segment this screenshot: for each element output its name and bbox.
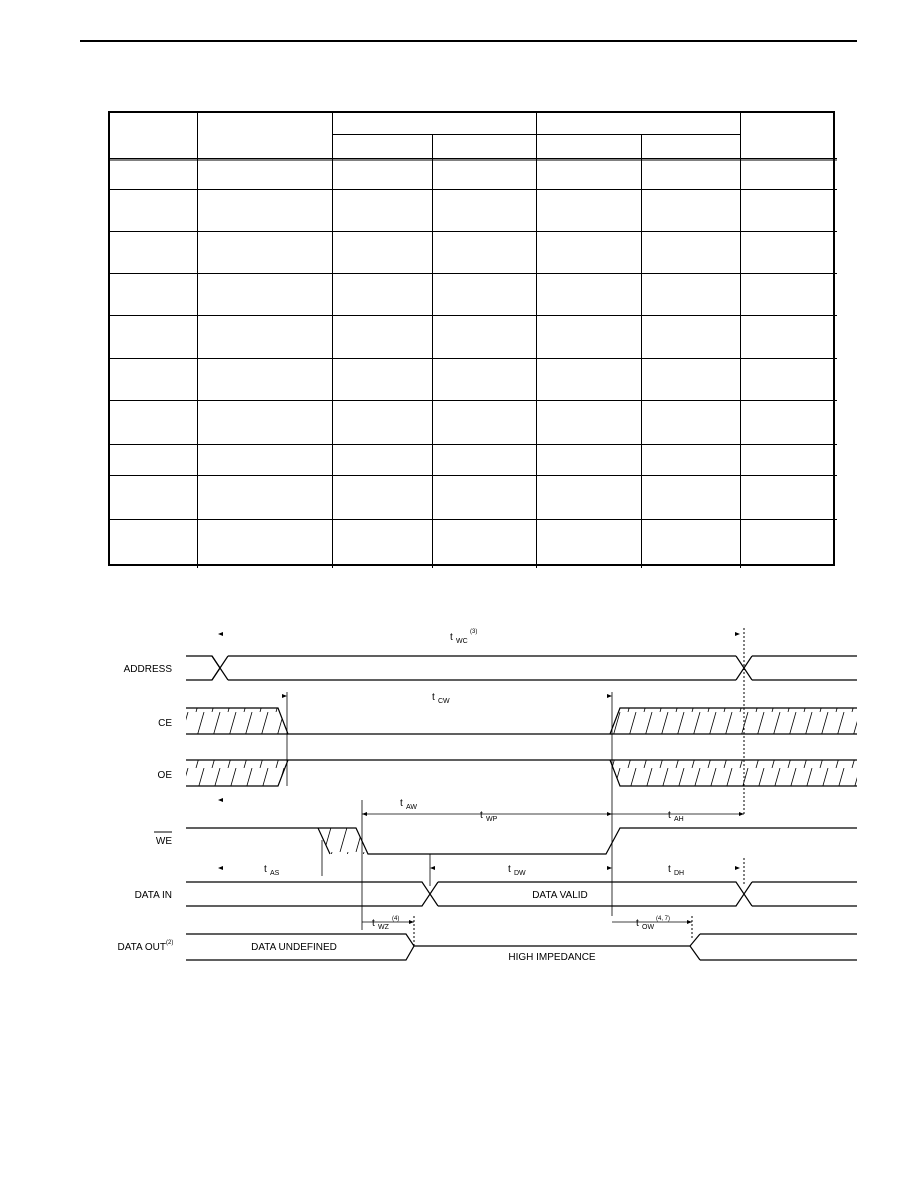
svg-text:WP: WP bbox=[486, 816, 498, 823]
param-tdh bbox=[668, 864, 684, 877]
svg-text:AH: AH bbox=[674, 816, 684, 823]
param-twz bbox=[372, 916, 399, 931]
param-tah bbox=[668, 810, 684, 823]
svg-text:t: t bbox=[264, 864, 267, 875]
data-out-label: DATA OUT bbox=[117, 942, 166, 953]
svg-text:(3): (3) bbox=[470, 629, 478, 635]
svg-text:t: t bbox=[480, 810, 483, 821]
svg-text:OW: OW bbox=[642, 924, 655, 931]
data-undefined-text: DATA UNDEFINED bbox=[251, 942, 337, 953]
svg-text:WZ: WZ bbox=[378, 924, 389, 931]
param-taw bbox=[400, 798, 417, 811]
data-in-waveform bbox=[186, 882, 857, 906]
svg-text:t: t bbox=[668, 810, 671, 821]
address-label: ADDRESS bbox=[123, 664, 172, 675]
address-waveform bbox=[186, 656, 857, 680]
high-impedance-text: HIGH IMPEDANCE bbox=[508, 952, 596, 963]
data-in-label: DATA IN bbox=[134, 890, 172, 901]
param-tcw bbox=[432, 692, 450, 705]
svg-text:t: t bbox=[432, 692, 435, 703]
data-valid-text: DATA VALID bbox=[532, 890, 588, 901]
svg-text:t: t bbox=[450, 632, 453, 643]
svg-text:DH: DH bbox=[674, 870, 685, 877]
svg-text:AW: AW bbox=[406, 804, 418, 811]
header-rule bbox=[80, 40, 857, 42]
svg-text:WC: WC bbox=[456, 638, 468, 645]
spec-table-grid bbox=[110, 113, 837, 568]
data-out-note: (2) bbox=[166, 940, 174, 946]
svg-text:(4, 7): (4, 7) bbox=[656, 916, 671, 922]
param-tdw bbox=[508, 864, 526, 877]
svg-text:t: t bbox=[400, 798, 403, 809]
ce-label: CE bbox=[158, 718, 172, 729]
svg-text:DW: DW bbox=[514, 870, 526, 877]
oe-label: OE bbox=[157, 770, 172, 781]
svg-text:AS: AS bbox=[270, 870, 280, 877]
svg-text:CW: CW bbox=[438, 698, 450, 705]
spec-table bbox=[108, 111, 835, 566]
svg-text:t: t bbox=[372, 918, 375, 929]
we-waveform bbox=[186, 828, 857, 854]
svg-text:t: t bbox=[636, 918, 639, 929]
svg-text:(4): (4) bbox=[392, 916, 400, 922]
param-twp bbox=[480, 810, 498, 823]
param-tas bbox=[264, 864, 280, 877]
param-twc bbox=[450, 629, 477, 645]
svg-text:t: t bbox=[508, 864, 511, 875]
we-label: WE bbox=[155, 836, 172, 847]
param-tow bbox=[636, 916, 670, 931]
svg-text:t: t bbox=[668, 864, 671, 875]
write-timing-diagram bbox=[0, 600, 918, 1000]
